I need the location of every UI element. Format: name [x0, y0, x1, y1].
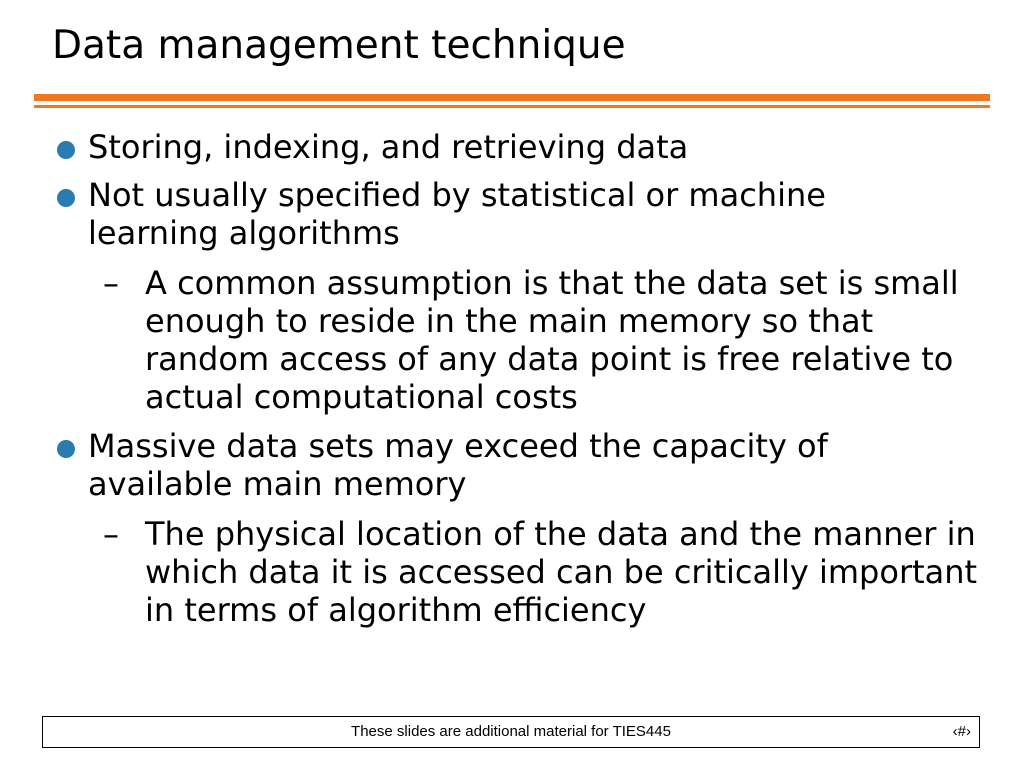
slide-number: ‹#›	[952, 723, 971, 740]
slide-title: Data management technique	[52, 23, 626, 68]
sub-bullet-item: A common assumption is that the data set is small enough to reside in the main memory so that random access of any data point is free relative to actual computational costs	[145, 264, 959, 416]
bullet-dot	[57, 440, 75, 458]
footer-text: These slides are additional material for TIES445	[351, 723, 671, 740]
bullet-item: Massive data sets may exceed the capacity of available main memory	[88, 427, 828, 503]
sub-bullet-item: The physical location of the data and the manner in which data it is accessed can be critically important in terms of algorithm efficiency	[145, 515, 978, 629]
bullet-item: Not usually specified by statistical or machine learning algorithms	[88, 176, 826, 252]
title-underline-thin	[34, 105, 990, 108]
bullet-dot	[57, 189, 75, 207]
sub-bullet-dash: –	[103, 264, 119, 302]
sub-bullet-dash: –	[103, 515, 119, 553]
bullet-item: Storing, indexing, and retrieving data	[88, 128, 689, 166]
bullet-dot	[57, 141, 75, 159]
footer	[42, 716, 980, 748]
title-underline-thick	[34, 94, 990, 101]
